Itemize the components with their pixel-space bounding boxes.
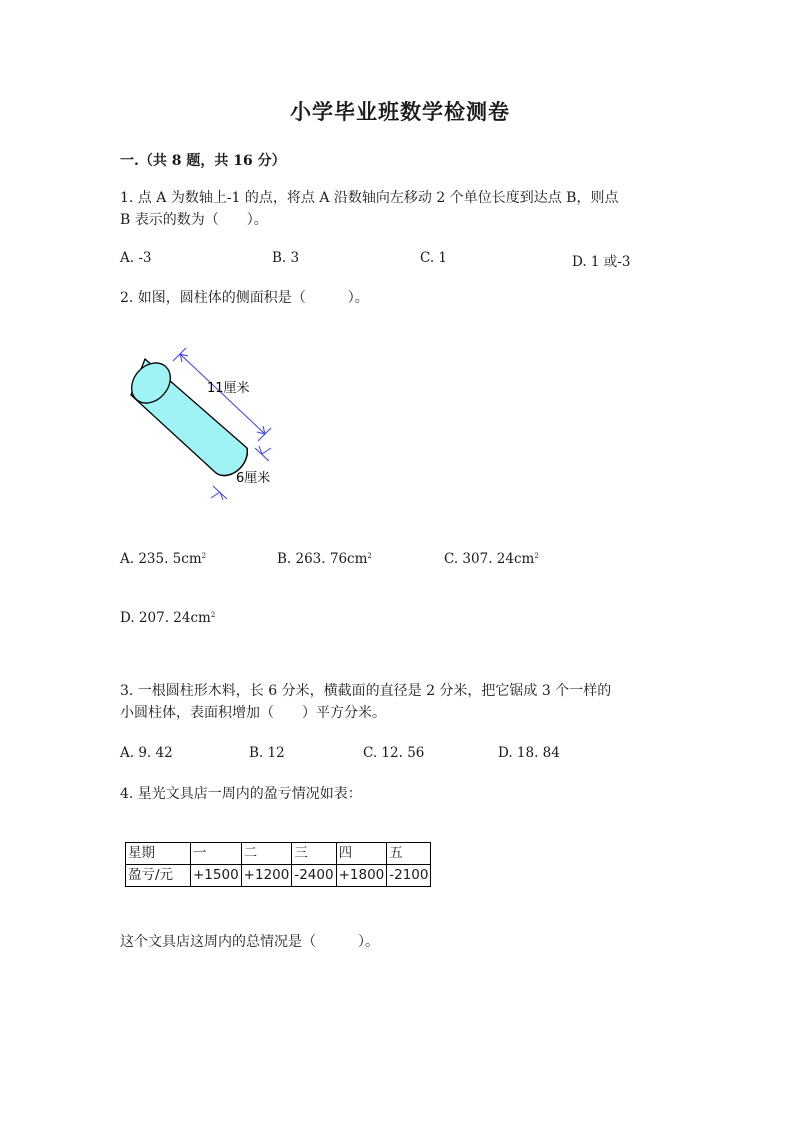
question-4: 4. 星光文具店一周内的盈亏情况如表： bbox=[120, 786, 362, 802]
q2-option-c: C. 307. $24cm^2$ bbox=[444, 551, 539, 567]
q3-option-d: D. 18. 84 bbox=[498, 745, 560, 761]
q1-option-d: D. 1 或-3 bbox=[572, 254, 631, 270]
q1-option-a: A. -3 bbox=[120, 250, 152, 266]
section-heading: 一.（共 8 题，共 16 分） bbox=[120, 153, 286, 169]
table-row-values bbox=[126, 865, 431, 887]
q2-option-d: D. 207. $24cm^2$ bbox=[120, 610, 216, 626]
question-2: 2. 如图，圆柱体的侧面积是（ ）。 bbox=[120, 290, 369, 306]
table-cell: 盈亏/元 bbox=[126, 865, 191, 887]
length-label: 11厘米 bbox=[207, 381, 250, 396]
table-cell: 二 bbox=[241, 843, 292, 865]
q2-option-a: A. 235. $5cm^2$ bbox=[120, 551, 207, 567]
question-3-line-1: 3. 一根圆柱形木料，长 6 分米，横截面的直径是 2 分米，把它锯成 3 个一样的 bbox=[120, 683, 612, 699]
cylinder-figure bbox=[115, 340, 315, 510]
table-cell: 一 bbox=[191, 843, 242, 865]
question-4-prompt: 这个文具店这周内的总情况是（ ）。 bbox=[120, 934, 379, 950]
table-cell: +1200 bbox=[241, 865, 292, 887]
q1-option-b: B. 3 bbox=[272, 250, 300, 266]
table-cell: 四 bbox=[336, 843, 387, 865]
table-cell: +1800 bbox=[336, 865, 387, 887]
profit-loss-table bbox=[125, 842, 431, 887]
q3-option-c: C. 12. 56 bbox=[363, 745, 425, 761]
q1-option-c: C. 1 bbox=[420, 250, 448, 266]
table-row-header bbox=[126, 843, 431, 865]
q2-option-b: B. 263. $76cm^2$ bbox=[277, 551, 372, 567]
question-1 bbox=[120, 187, 680, 231]
question-3 bbox=[120, 680, 680, 724]
table-cell: 三 bbox=[292, 843, 336, 865]
table-cell: +1500 bbox=[191, 865, 242, 887]
question-1-line-1: 1. 点 A 为数轴上-1 的点，将点 A 沿数轴向左移动 2 个单位长度到达点 B，则点 bbox=[120, 190, 619, 206]
table-cell: 五 bbox=[387, 843, 431, 865]
diameter-tick-right bbox=[255, 448, 269, 461]
diameter-label: 6厘米 bbox=[236, 471, 271, 486]
q3-option-b: B. 12 bbox=[249, 745, 285, 761]
table-cell: -2100 bbox=[387, 865, 431, 887]
page-title: 小学毕业班数学检测卷 bbox=[290, 99, 510, 124]
table-cell: 星期 bbox=[126, 843, 191, 865]
question-1-line-2: B 表示的数为（ ）。 bbox=[120, 212, 268, 228]
table-cell: -2400 bbox=[292, 865, 336, 887]
q3-option-a: A. 9. 42 bbox=[120, 745, 173, 761]
question-3-line-2: 小圆柱体，表面积增加（ ）平方分米。 bbox=[120, 705, 386, 721]
